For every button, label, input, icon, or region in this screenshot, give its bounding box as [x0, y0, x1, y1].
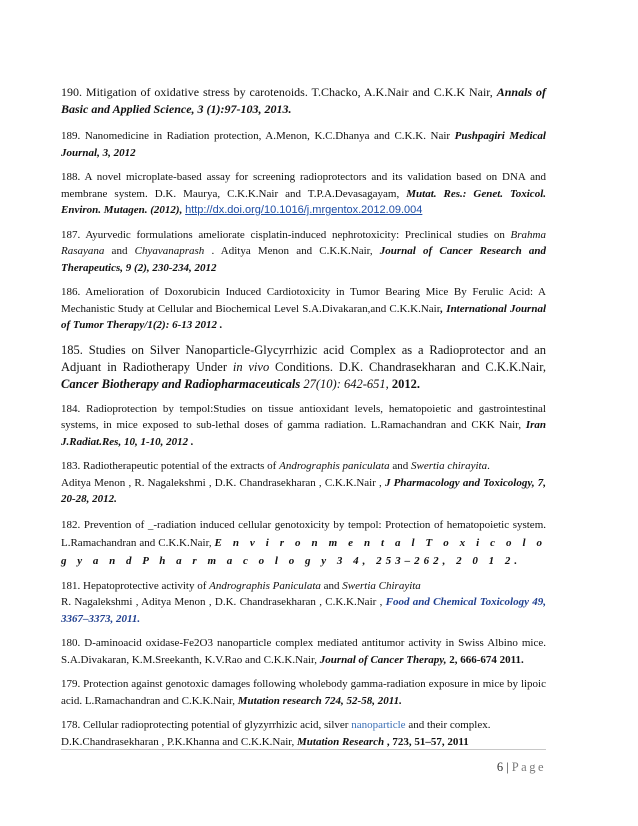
reference-182	[61, 516, 546, 570]
journal-citation: Mutation Research	[297, 735, 385, 748]
reference-text: and	[104, 245, 135, 257]
page-footer	[497, 760, 546, 775]
page-label: Page	[511, 760, 546, 774]
reference-185	[61, 342, 546, 393]
journal-citation: Cancer Biotherapy and Radiopharmaceuticals	[61, 376, 301, 391]
journal-citation: Mutat. Res.: Genet. Toxicol. Environ. Mutagen. (2012),	[61, 187, 546, 216]
reference-authors: D.K.Chandrasekharan , P.K.Khanna and C.K.K.Nair,	[61, 735, 298, 748]
volume-pages: 2, 666-674 2011.	[446, 653, 524, 666]
footer-separator: |	[506, 760, 509, 774]
reference-text: 188. A novel microplate-based assay for screening radioprotectors and its validation based on DNA and membrane system. D.K. Maurya, C.K.K.Nair and T.P.A.Devasagayam,	[61, 171, 546, 200]
reference-text: and	[389, 460, 411, 472]
journal-citation: Journal of Cancer Therapy,	[319, 653, 447, 666]
species-name: Andrographis paniculata	[279, 460, 390, 472]
reference-179	[61, 676, 546, 709]
reference-180	[61, 635, 546, 668]
journal-citation: Pushpagiri Medical Journal, 3, 2012	[61, 130, 546, 159]
volume-pages: , 723, 51–57, 2011	[384, 735, 469, 748]
reference-183	[61, 458, 546, 508]
reference-text: 184. Radioprotection by tempol:Studies on tissue antioxidant levels, hematopoietic and gastrointestinal systems, in mice exposed to sub-lethal doses of gamma radiation. L.Ramachandran and CKK Nair,	[61, 402, 546, 431]
reference-text: Conditions. D.K. Chandrasekharan and C.K.K.Nair,	[269, 359, 546, 374]
reference-187	[61, 227, 546, 277]
species-name: Chyavanaprash	[134, 245, 205, 257]
reference-text: 189. Nanomedicine in Radiation protection, A.Menon, K.C.Dhanya and C.K.K. Nair	[61, 130, 455, 142]
journal-citation: E n v i r o n m e n t a l T o x i c o l o g y a n d P h a r m a c o l o g y 3 4, 253–262, 2 0 1 2.	[61, 536, 546, 567]
species-name: Brahma Rasayana	[61, 228, 546, 257]
reference-text: 187. Ayurvedic formulations ameliorate cisplatin-induced nephrotoxicity: Preclinical studies on	[61, 228, 511, 241]
reference-authors: Aditya Menon , R. Nagalekshmi , D.K. Chandrasekharan , C.K.K.Nair ,	[61, 476, 385, 489]
species-name: Swertia Chirayita	[342, 579, 421, 592]
reference-text: 182. Prevention of _-radiation induced cellular genotoxicity by tempol: Protection of hematopoietic system. L.Ramachandran and C.K.K.Nair,	[61, 518, 546, 549]
reference-text: 185. Studies on Silver Nanoparticle-Glycyrrhizic acid Complex as a Radioprotector and an Adjuant in Radiotherapy Under	[61, 342, 546, 374]
journal-citation: Iran J.Radiat.Res, 10, 1-10, 2012 .	[61, 419, 546, 448]
journal-citation: J Pharmacology and Toxicology, 7, 20-28, 2012.	[61, 476, 546, 505]
journal-citation: Mutation research 724, 52-58, 2011.	[237, 694, 402, 707]
reference-text: 179. Protection against genotoxic damages following wholebody gamma-radiation exposure in mice by lipoic acid. L.Ramachandran and C.K.K.Nair,	[61, 678, 546, 707]
highlighted-term: nanoparticle	[351, 719, 406, 731]
reference-text: and their complex.	[405, 719, 491, 731]
reference-186	[61, 284, 546, 334]
journal-citation: Journal of Cancer Research and Therapeutics, 9 (2), 230-234, 2012	[61, 245, 546, 274]
reference-text: 190. Mitigation of oxidative stress by carotenoids. T.Chacko, A.K.Nair and C.K.K Nair,	[61, 85, 497, 99]
reference-text: 180. D-aminoacid oxidase-Fe2O3 nanoparticle complex mediated antitumor activity in Swiss Albino mice. S.A.Divakaran, K.M.Sreekanth, K.V.Rao and C.K.K.Nair,	[61, 637, 546, 666]
journal-citation: Annals of Basic and Applied Science, 3 (1):97-103, 2013.	[61, 85, 546, 116]
reference-text: 183. Radiotherapeutic potential of the extracts of	[61, 460, 280, 472]
page-number: 6	[496, 760, 504, 774]
footer-divider	[61, 749, 546, 750]
reference-190	[61, 84, 546, 118]
reference-text: and	[320, 579, 343, 592]
reference-list	[61, 84, 546, 758]
species-name: Swertia chirayita	[411, 460, 488, 472]
reference-181	[61, 578, 546, 628]
volume-pages: 27(10): 642-651,	[300, 376, 392, 391]
reference-189	[61, 128, 546, 161]
reference-authors: R. Nagalekshmi , Aditya Menon , D.K. Chandrasekharan , C.K.K.Nair ,	[61, 596, 386, 608]
reference-text: . Aditya Menon and C.K.K.Nair,	[204, 245, 380, 257]
citation-year: 2012.	[391, 376, 421, 391]
reference-184	[61, 401, 546, 451]
reference-178	[61, 717, 546, 750]
journal-citation: , International Journal of Tumor Therapy/1(2): 6-13 2012 .	[61, 302, 547, 331]
reference-text: 181. Hepatoprotective activity of	[61, 579, 210, 592]
italic-term: in vivo	[232, 359, 270, 374]
journal-citation: Food and Chemical Toxicology 49, 3367–3373, 2011.	[61, 596, 546, 625]
species-name: Andrographis Paniculata	[209, 579, 321, 592]
reference-text: 186. Amelioration of Doxorubicin Induced Cardiotoxicity in Tumor Bearing Mice By Ferulic Acid: A Mechanistic Study at Cellular and Biochemical Level S.A.Divakaran,and C.K.K.Nair	[61, 286, 546, 315]
reference-text: .	[487, 460, 490, 472]
doi-link[interactable]: http://dx.doi.org/10.1016/j.mrgentox.2012.09.004	[185, 204, 423, 216]
reference-188	[61, 169, 546, 219]
reference-text: 178. Cellular radioprotecting potential of glyzyrrhizic acid, silver	[61, 719, 352, 731]
